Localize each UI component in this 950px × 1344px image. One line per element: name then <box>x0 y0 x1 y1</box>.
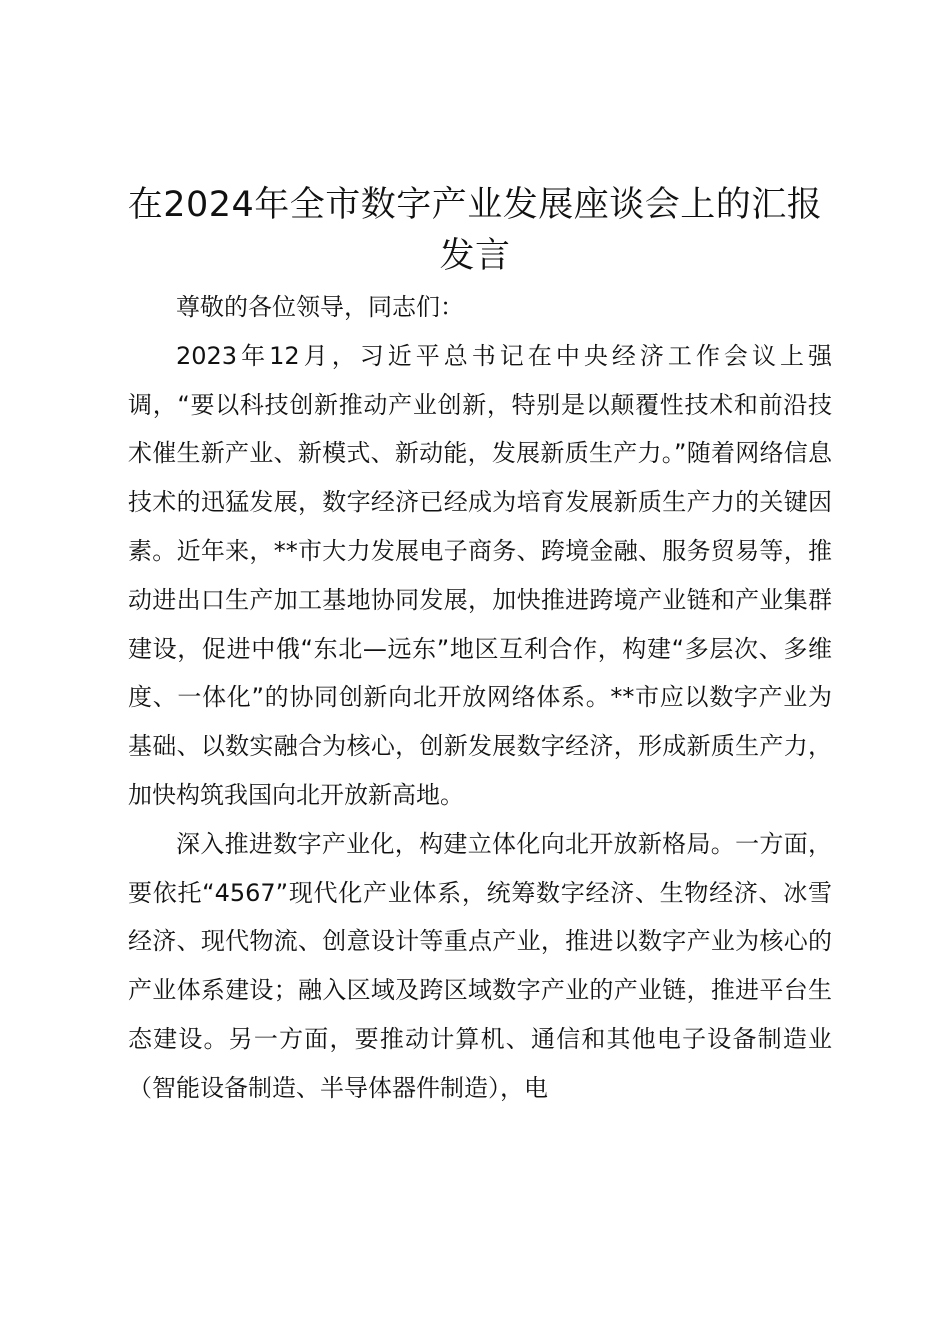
paragraph: 2023年12月，习近平总书记在中央经济工作会议上强调，“要以科技创新推动产业创新，特别是以颠覆性技术和前沿技术催生新产业、新模式、新动能，发展新质生产力。”随着网络信息技术的迅猛发展，数字经济已经成为培育发展新质生产力的关键因素。近年来，**市大力发展电子商务、跨境金融、服务贸易等，推动进出口生产加工基地协同发展，加快推进跨境产业链和产业集群建设，促进中俄“东北—远东”地区互利合作，构建“多层次、多维度、一体化”的协同创新向北开放网络体系。**市应以数字产业为基础、以数实融合为核心，创新发展数字经济，形成新质生产力，加快构筑我国向北开放新高地。 <box>128 341 832 809</box>
salutation: 尊敬的各位领导，同志们： <box>176 293 464 321</box>
paragraph: 深入推进数字产业化，构建立体化向北开放新格局。一方面，要依托“4567”现代化产业体系，统筹数字经济、生物经济、冰雪经济、现代物流、创意设计等重点产业，推进以数字产业为核心的产业体系建设；融入区域及跨区域数字产业的产业链，推进平台生态建设。另一方面，要推动计算机、通信和其他电子设备制造业（智能设备制造、半导体器件制造），电 <box>128 829 832 1102</box>
document-body <box>128 283 832 1113</box>
document-title: 在2024年全市数字产业发展座谈会上的汇报发言 <box>127 185 823 276</box>
